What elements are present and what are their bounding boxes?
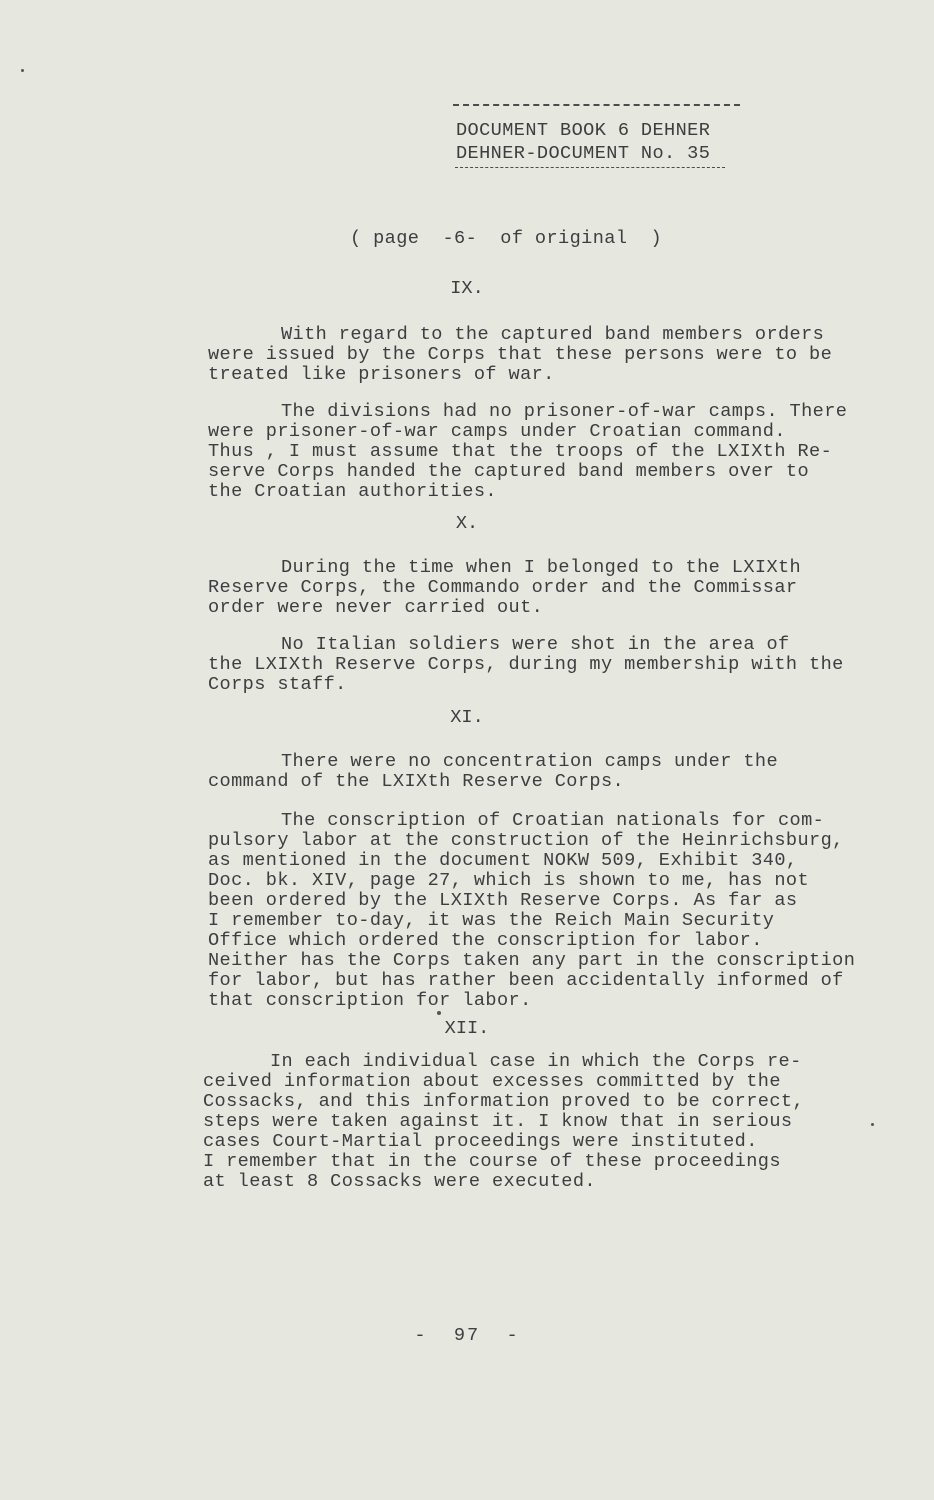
paragraph-line: for labor, but has rather been accidentally informed of (208, 970, 844, 991)
header-line-2: DEHNER-DOCUMENT No. 35 (456, 143, 711, 164)
paragraph-line: were prisoner-of-war camps under Croatian command. (208, 421, 786, 442)
header-bottom-rule (455, 167, 725, 168)
paragraph-line: I remember that in the course of these proceedings (203, 1151, 781, 1172)
paragraph-line: that conscription for labor. (208, 990, 532, 1011)
paragraph-line: During the time when I belonged to the LXIXth (281, 557, 802, 578)
paragraph-line: treated like prisoners of war. (208, 364, 555, 385)
paragraph-line: been ordered by the LXIXth Reserve Corps. As far as (208, 890, 798, 911)
paragraph-line: Cossacks, and this information proved to be correct, (203, 1091, 805, 1112)
paragraph-line: the Croatian authorities. (208, 481, 497, 502)
paragraph-line: In each individual case in which the Corps re- (270, 1051, 802, 1072)
paragraph-line: order were never carried out. (208, 597, 544, 618)
paragraph-line: Office which ordered the conscription for labor. (208, 930, 763, 951)
paragraph-line: The conscription of Croatian nationals for com- (281, 810, 825, 831)
paragraph-line: command of the LXIXth Reserve Corps. (208, 771, 625, 792)
section-heading-ix: IX. (450, 278, 484, 299)
page-number: - 97 - (414, 1325, 520, 1346)
paragraph-line: Thus , I must assume that the troops of the LXIXth Re- (208, 441, 833, 462)
paragraph-line: steps were taken against it. I know that in serious (203, 1111, 793, 1132)
header-line-1: DOCUMENT BOOK 6 DEHNER (456, 120, 711, 141)
paragraph-line: Doc. bk. XIV, page 27, which is shown to me, has not (208, 870, 810, 891)
paragraph-line: at least 8 Cossacks were executed. (203, 1171, 596, 1192)
header-top-rule (453, 104, 740, 106)
paragraph-line: ceived information about excesses committed by the (203, 1071, 781, 1092)
paragraph-line: pulsory labor at the construction of the Heinrichsburg, (208, 830, 844, 851)
paragraph-line: Reserve Corps, the Commando order and the Commissar (208, 577, 798, 598)
page-reference: ( page -6- of original ) (350, 228, 663, 249)
paragraph-line: serve Corps handed the captured band members over to (208, 461, 810, 482)
paragraph-line: With regard to the captured band members orders (281, 324, 825, 345)
paragraph-line: were issued by the Corps that these persons were to be (208, 344, 833, 365)
paragraph-line: the LXIXth Reserve Corps, during my membership with the (208, 654, 844, 675)
section-heading-xi: XI. (450, 707, 484, 728)
paragraph-line: The divisions had no prisoner-of-war camps. There (281, 401, 848, 422)
paper-speck (437, 1011, 441, 1015)
paragraph-line: I remember to-day, it was the Reich Main Security (208, 910, 775, 931)
paragraph-line: There were no concentration camps under the (281, 751, 778, 772)
paragraph-line: as mentioned in the document NOKW 509, Exhibit 340, (208, 850, 798, 871)
paragraph-line: cases Court-Martial proceedings were instituted. (203, 1131, 758, 1152)
paper-speck (21, 69, 24, 72)
section-heading-xii: XII. (444, 1018, 490, 1039)
paper-speck (871, 1123, 874, 1126)
section-heading-x: X. (455, 513, 479, 534)
paragraph-line: Neither has the Corps taken any part in the conscription (208, 950, 856, 971)
paragraph-line: No Italian soldiers were shot in the area of (281, 634, 790, 655)
paragraph-line: Corps staff. (208, 674, 347, 695)
